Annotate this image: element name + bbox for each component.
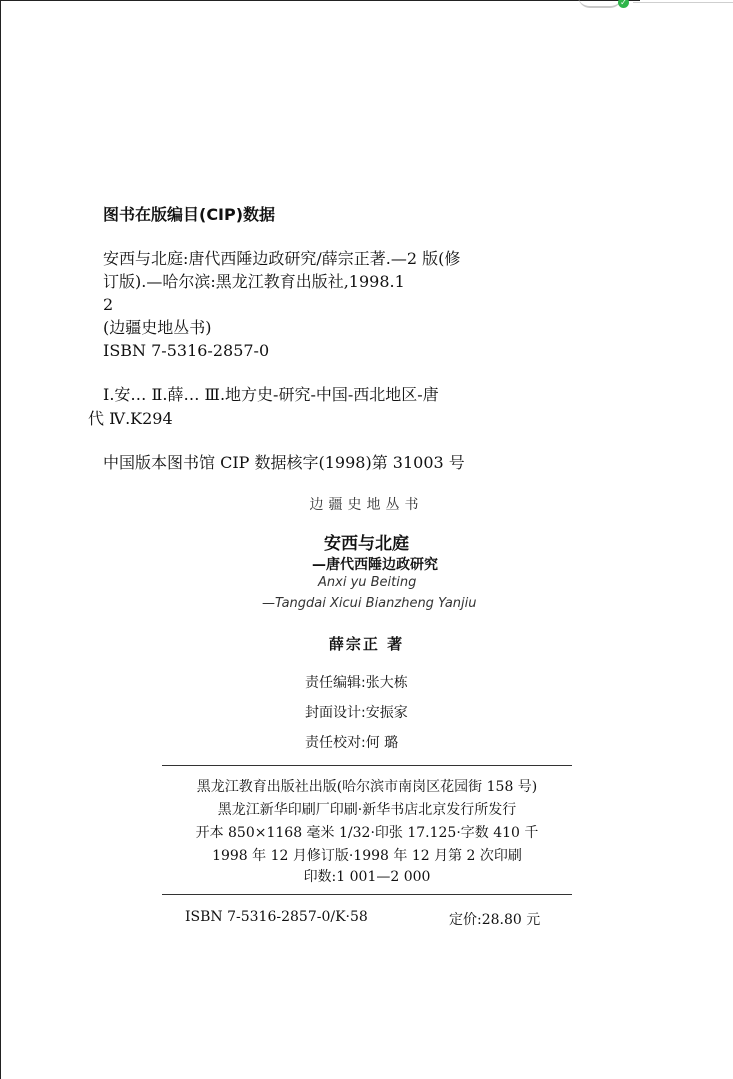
footer-isbn: ISBN 7-5316-2857-0/K·58 [185,909,368,925]
cip-series: (边疆史地丛书) [103,318,212,337]
cip-entry-line-1: 安西与北庭:唐代西陲边政研究/薛宗正著.—2 版(修 [103,249,461,268]
cip-entry-line-3: 2 [103,295,114,314]
cip-entry-line-2: 订版).—哈尔滨:黑龙江教育出版社,1998.1 [103,272,405,291]
imprint-print-run: 印数:1 001—2 000 [303,869,431,885]
pinyin-title: Anxi yu Beiting [318,575,417,590]
imprint-edition: 1998 年 12 月修订版·1998 年 12 月第 2 次印刷 [212,848,522,864]
cip-isbn: ISBN 7-5316-2857-0 [103,341,270,360]
imprint-printer: 黑龙江新华印刷厂印刷·新华书店北京发行所发行 [217,802,517,818]
credit-proofreader: 责任校对:何 璐 [305,735,399,751]
cip-subject-line-2: 代 Ⅳ.K294 [88,409,173,428]
footer-price: 定价:28.80 元 [449,912,541,928]
book-subtitle: —唐代西陲边政研究 [312,557,438,573]
imprint-format: 开本 850×1168 毫米 1/32·印张 17.125·字数 410 千 [195,825,539,841]
imprint-publisher: 黑龙江教育出版社出版(哈尔滨市南岗区花园街 158 号) [196,779,538,795]
corner-divider [633,2,733,3]
cip-approval: 中国版本图书馆 CIP 数据核字(1998)第 31003 号 [103,453,465,472]
cip-subject-line-1: Ⅰ.安… Ⅱ.薛… Ⅲ.地方史-研究-中国-西北地区-唐 [103,385,439,404]
imprint-top-rule [162,765,572,766]
credit-cover-design: 封面设计:安振家 [305,705,408,721]
corner-mark [578,0,733,8]
cip-heading: 图书在版编目(CIP)数据 [103,205,276,224]
pinyin-subtitle: —Tangdai Xicui Bianzheng Yanjiu [262,596,477,611]
credit-editor: 责任编辑:张大栋 [305,675,408,691]
check-icon: ✓ [618,0,629,8]
swoosh-icon [578,0,622,8]
author: 薛宗正 著 [328,635,405,653]
series-title: 边疆史地丛书 [309,497,424,513]
book-title: 安西与北庭 [324,534,409,554]
imprint-bottom-rule [162,894,572,895]
page-top-border [0,0,640,1]
